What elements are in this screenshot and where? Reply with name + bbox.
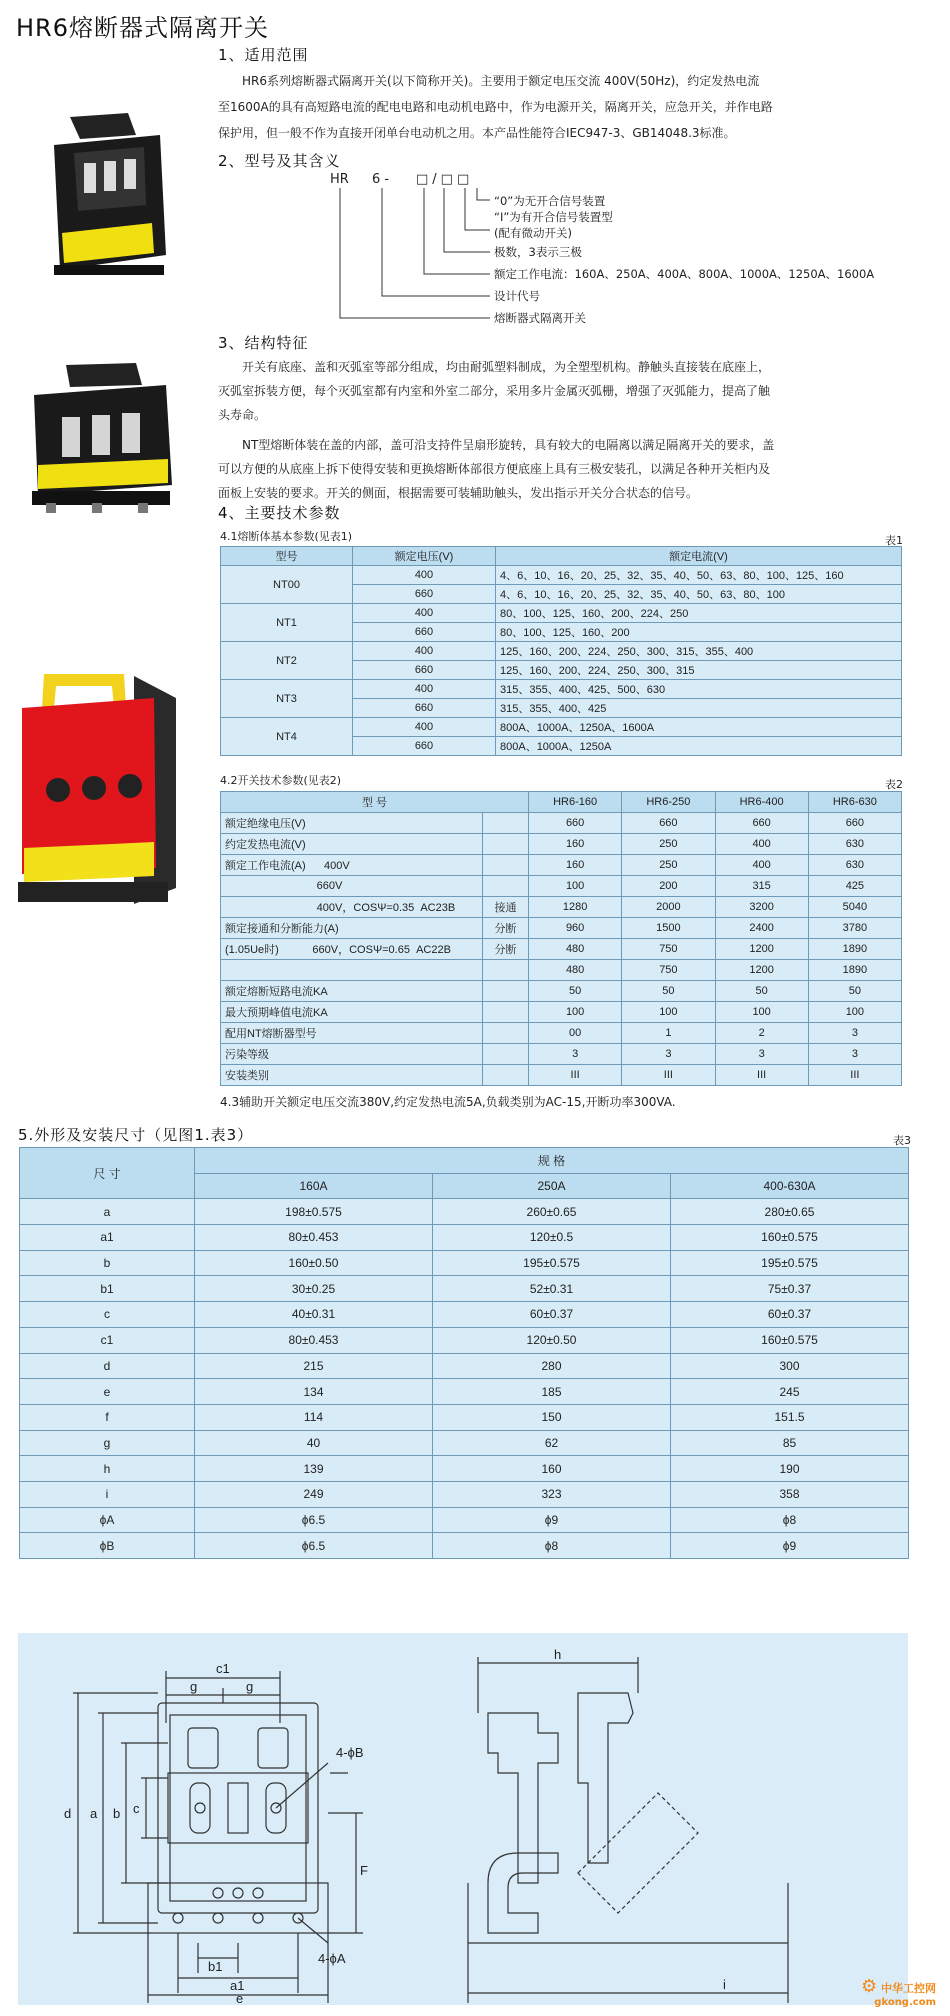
table-cell: 198±0.575 [195, 1199, 433, 1225]
dim-label-i: i [723, 1977, 726, 1992]
table3-header-size: 尺 寸 [20, 1148, 195, 1199]
table-cell: 150 [433, 1404, 671, 1430]
aux-switch-note: 4.3辅助开关额定电压交流380V,约定发热电流5A,负载类别为AC-15,开断功率300VA. [220, 1095, 676, 1109]
table-row [221, 642, 902, 661]
table2-row-label: 额定接通和分断能力(A) [221, 918, 483, 939]
table3-dim-name: f [20, 1404, 195, 1430]
table-cell: 160±0.575 [671, 1225, 909, 1251]
table-cell: 323 [433, 1481, 671, 1507]
table-cell: 660 [353, 661, 496, 680]
table-cell: 3 [715, 1044, 808, 1065]
table2-row-sublabel [483, 813, 529, 834]
table-cell: 630 [808, 834, 901, 855]
table-cell: 1890 [808, 960, 901, 981]
table-row [20, 1276, 909, 1302]
table2-row-sublabel [483, 1044, 529, 1065]
table-cell: 750 [622, 960, 715, 981]
table-row [20, 1404, 909, 1430]
table-cell: 160±0.50 [195, 1250, 433, 1276]
structure-line-1: 开关有底座、盖和灭弧室等部分组成，均由耐弧塑料制成，为全塑型机构。静触头直接装在底座上， [242, 360, 771, 374]
table-cell: 2000 [622, 897, 715, 918]
table-cell: 480 [529, 939, 622, 960]
table-cell: 800A、1000A、1250A [496, 737, 902, 756]
table-cell: 1280 [529, 897, 622, 918]
table-cell: 125、160、200、224、250、300、315、355、400 [496, 642, 902, 661]
model-ann-signal-0: “0”为无开合信号装置 [494, 194, 606, 208]
table-cell: 1500 [622, 918, 715, 939]
table2-header-160: HR6-160 [529, 792, 622, 813]
table-row [221, 918, 902, 939]
table-cell: 75±0.37 [671, 1276, 909, 1302]
table1-model: NT1 [221, 604, 353, 642]
table-cell: 400 [353, 680, 496, 699]
table-row [20, 1199, 909, 1225]
table-cell: 630 [808, 855, 901, 876]
section-5-heading: 5.外形及安装尺寸（见图1.表3） [18, 1126, 254, 1144]
table-cell: ϕ6.5 [195, 1533, 433, 1559]
dim-label-d: d [64, 1806, 72, 1821]
table-cell: 60±0.37 [433, 1302, 671, 1328]
table-cell: 80±0.453 [195, 1225, 433, 1251]
table-row [221, 1065, 902, 1086]
table1-model: NT2 [221, 642, 353, 680]
table-row [20, 1456, 909, 1482]
gear-icon: ⚙ [861, 1976, 878, 1997]
table-row [20, 1507, 909, 1533]
table-cell: 120±0.5 [433, 1225, 671, 1251]
table1-model: NT4 [221, 718, 353, 756]
table-cell: 660 [715, 813, 808, 834]
table-row [221, 604, 902, 623]
table-cell: 215 [195, 1353, 433, 1379]
table3-dim-name: ϕB [20, 1533, 195, 1559]
model-code-leader-lines [330, 186, 500, 326]
table-cell: 315、355、400、425 [496, 699, 902, 718]
section-2-heading: 2、型号及其含义 [218, 152, 341, 170]
table1-label: 表1 [885, 534, 903, 547]
table-row [221, 680, 902, 699]
table-cell: 85 [671, 1430, 909, 1456]
model-ann-poles: 极数，3表示三极 [494, 245, 582, 259]
model-code-6: 6 - [372, 172, 390, 187]
table-cell: 400 [715, 855, 808, 876]
table3-dim-name: g [20, 1430, 195, 1456]
table2-row-label: 约定发热电流(V) [221, 834, 483, 855]
table-cell: 100 [715, 1002, 808, 1023]
table3-dim-name: c [20, 1302, 195, 1328]
dim-label-c1: c1 [216, 1661, 230, 1676]
table-row [221, 718, 902, 737]
scope-line-1: HR6系列熔断器式隔离开关(以下简称开关)。主要用于额定电压交流 400V(50Hz)，约定发热电流 [242, 74, 760, 88]
table-row [20, 1302, 909, 1328]
table3-dim-name: b [20, 1250, 195, 1276]
structure-line-3: 头寿命。 [218, 408, 267, 422]
switch-parameters-table [220, 791, 902, 1086]
table-cell: 800A、1000A、1250A、1600A [496, 718, 902, 737]
table-cell: 139 [195, 1456, 433, 1482]
table2-row-sublabel [483, 834, 529, 855]
table-cell: 160 [529, 855, 622, 876]
dim-label-h: h [554, 1647, 562, 1662]
dim-label-f: F [360, 1863, 368, 1878]
page-title: HR6熔断器式隔离开关 [16, 14, 269, 42]
table2-row-label: 400V，COSΨ=0.35 AC23B [221, 897, 483, 918]
table-row [221, 939, 902, 960]
table3-header-400-630a: 400-630A [671, 1173, 909, 1199]
table-row [221, 566, 902, 585]
table-row [20, 1225, 909, 1251]
section-4-heading: 4、主要技术参数 [218, 504, 341, 522]
table-cell: 480 [529, 960, 622, 981]
table-cell: III [622, 1065, 715, 1086]
table1-header-model: 型号 [221, 547, 353, 566]
product-photo-3 [14, 668, 184, 908]
table-cell: 100 [808, 1002, 901, 1023]
model-code-hr: HR [330, 172, 349, 187]
table-cell: 40±0.31 [195, 1302, 433, 1328]
table2-header-model: 型 号 [221, 792, 529, 813]
table-cell: 280 [433, 1353, 671, 1379]
table1-header-voltage: 额定电压(V) [353, 547, 496, 566]
dim-label-c: c [133, 1801, 140, 1816]
table-cell: 3780 [808, 918, 901, 939]
table-cell: ϕ6.5 [195, 1507, 433, 1533]
section-1-heading: 1、适用范围 [218, 46, 309, 64]
dim-label-e: e [236, 1991, 244, 2005]
table-cell: 185 [433, 1379, 671, 1405]
table-cell: 3200 [715, 897, 808, 918]
table-cell: 660 [529, 813, 622, 834]
table-cell: 400 [353, 718, 496, 737]
table-cell: 300 [671, 1353, 909, 1379]
table2-row-label: 污染等级 [221, 1044, 483, 1065]
scope-paragraph [218, 68, 908, 146]
model-ann-signal-note: (配有微动开关) [494, 226, 572, 240]
table-cell: ϕ8 [433, 1533, 671, 1559]
table-cell: 425 [808, 876, 901, 897]
table-cell: 120±0.50 [433, 1327, 671, 1353]
table3-dim-name: b1 [20, 1276, 195, 1302]
table2-row-sublabel [483, 960, 529, 981]
structure-line-2: 灭弧室拆装方便，每个灭弧室都有内室和外室二部分，采用多片金属灭弧栅，增强了灭弧能力，提高了触 [218, 384, 771, 398]
product-photo-2 [26, 355, 176, 520]
scope-line-2: 至1600A的具有高短路电流的配电电路和电动机电路中，作为电源开关，隔离开关，应急开关，并作电路 [218, 100, 773, 114]
fuse-parameters-table [220, 546, 902, 756]
table3-header-spec: 规 格 [195, 1148, 909, 1174]
table-cell: 4、6、10、16、20、25、32、35、40、50、63、80、100、125、160 [496, 566, 902, 585]
table-cell: 250 [622, 855, 715, 876]
table-cell: 151.5 [671, 1404, 909, 1430]
dim-label-phib: 4-ϕB [336, 1745, 364, 1760]
dim-label-b1: b1 [208, 1959, 223, 1974]
table-cell: 200 [622, 876, 715, 897]
table3-dim-name: h [20, 1456, 195, 1482]
table-cell: 60±0.37 [671, 1302, 909, 1328]
table-cell: 134 [195, 1379, 433, 1405]
table3-dim-name: d [20, 1353, 195, 1379]
table-cell: 5040 [808, 897, 901, 918]
table1-model: NT3 [221, 680, 353, 718]
table-cell: 660 [353, 623, 496, 642]
watermark-text: 中华工控网 [881, 1982, 936, 1995]
table-cell: 160 [433, 1456, 671, 1482]
table2-row-sublabel [483, 981, 529, 1002]
table-row [221, 1002, 902, 1023]
table3-dim-name: c1 [20, 1327, 195, 1353]
table2-header-400: HR6-400 [715, 792, 808, 813]
table-cell: 4、6、10、16、20、25、32、35、40、50、63、80、100 [496, 585, 902, 604]
table2-header-250: HR6-250 [622, 792, 715, 813]
table2-row-label: 额定熔断短路电流KA [221, 981, 483, 1002]
dim-label-g2: g [246, 1679, 254, 1694]
table-cell: 1200 [715, 960, 808, 981]
model-code-boxes: □/□□ [416, 172, 474, 187]
table3-dim-name: ϕA [20, 1507, 195, 1533]
table1-header-current: 额定电流(V) [496, 547, 902, 566]
table3-body [20, 1199, 909, 1559]
structure-line-4: NT型熔断体装在盖的内部，盖可沿支持件呈扇形旋转，具有较大的电隔离以满足隔离开关的要求，盖 [242, 438, 775, 452]
table-row [20, 1379, 909, 1405]
model-ann-design-code: 设计代号 [494, 289, 540, 303]
table-cell: 50 [715, 981, 808, 1002]
table-cell: 80±0.453 [195, 1327, 433, 1353]
table3-dim-name: a [20, 1199, 195, 1225]
table-cell: 249 [195, 1481, 433, 1507]
table2-label: 表2 [885, 778, 903, 791]
table-cell: 3 [622, 1044, 715, 1065]
table3-header-250a: 250A [433, 1173, 671, 1199]
table-cell: 2400 [715, 918, 808, 939]
product-photo-1 [40, 105, 170, 280]
table-cell: 750 [622, 939, 715, 960]
table-cell: ϕ9 [671, 1533, 909, 1559]
table1-caption: 4.1熔断体基本参数(见表1) [220, 530, 353, 543]
table-row [221, 834, 902, 855]
table-cell: 250 [622, 834, 715, 855]
table3-label: 表3 [893, 1134, 911, 1147]
table-row [221, 1044, 902, 1065]
table-cell: 114 [195, 1404, 433, 1430]
dimension-drawing [18, 1633, 908, 2005]
table-row [20, 1250, 909, 1276]
table2-row-sublabel: 分断 [483, 918, 529, 939]
table-cell: 358 [671, 1481, 909, 1507]
table-cell: 400 [353, 642, 496, 661]
table-cell: 3 [808, 1044, 901, 1065]
table-row [221, 1023, 902, 1044]
dimension-drawing-svg [18, 1633, 908, 2005]
table-cell: 80、100、125、160、200 [496, 623, 902, 642]
table-cell: 315 [715, 876, 808, 897]
table-row [20, 1533, 909, 1559]
table-row [221, 813, 902, 834]
table2-header-630: HR6-630 [808, 792, 901, 813]
table-row [221, 981, 902, 1002]
table-cell: 190 [671, 1456, 909, 1482]
table-cell: ϕ9 [433, 1507, 671, 1533]
table-cell: 50 [808, 981, 901, 1002]
table2-row-sublabel: 分断 [483, 939, 529, 960]
scope-line-3: 保护用，但一般不作为直接开闭单台电动机之用。本产品性能符合IEC947-3、GB14048.3标准。 [218, 126, 736, 140]
dim-label-b: b [113, 1806, 121, 1821]
table-cell: 50 [529, 981, 622, 1002]
table2-body [221, 813, 902, 1086]
table-cell: 660 [808, 813, 901, 834]
table3-dim-name: a1 [20, 1225, 195, 1251]
table2-row-label: 额定绝缘电压(V) [221, 813, 483, 834]
table-row [20, 1481, 909, 1507]
table-cell: 30±0.25 [195, 1276, 433, 1302]
table2-row-sublabel [483, 1023, 529, 1044]
table-cell: 100 [529, 1002, 622, 1023]
table3-dim-name: i [20, 1481, 195, 1507]
dim-label-a1: a1 [230, 1978, 245, 1993]
table-cell: 40 [195, 1430, 433, 1456]
table-cell: 315、355、400、425、500、630 [496, 680, 902, 699]
table2-row-label: 最大预期峰值电流KA [221, 1002, 483, 1023]
table-row [221, 876, 902, 897]
table-cell: 2 [715, 1023, 808, 1044]
table-cell: 100 [529, 876, 622, 897]
dim-label-g1: g [190, 1679, 198, 1694]
table-cell: 80、100、125、160、200、224、250 [496, 604, 902, 623]
dimensions-table [19, 1147, 909, 1559]
table-cell: 1890 [808, 939, 901, 960]
table-cell: 100 [622, 1002, 715, 1023]
table-cell: III [529, 1065, 622, 1086]
table-row [221, 960, 902, 981]
table2-row-sublabel [483, 1002, 529, 1023]
table-cell: 3 [808, 1023, 901, 1044]
table-cell: 1 [622, 1023, 715, 1044]
dim-label-a: a [90, 1806, 98, 1821]
table-cell: 3 [529, 1044, 622, 1065]
table-cell: 660 [622, 813, 715, 834]
table-cell: 280±0.65 [671, 1199, 909, 1225]
model-ann-current: 额定工作电流：160A、250A、400A、800A、1000A、1250A、1600A [494, 267, 875, 281]
table-cell: 00 [529, 1023, 622, 1044]
table-cell: ϕ8 [671, 1507, 909, 1533]
watermark-url: gkong.com [874, 1997, 936, 2008]
table-cell: 400 [353, 604, 496, 623]
table-cell: 52±0.31 [433, 1276, 671, 1302]
table-row [221, 855, 902, 876]
table-cell: 62 [433, 1430, 671, 1456]
table2-row-label: 660V [221, 876, 483, 897]
structure-line-6: 面板上安装的要求。开关的侧面，根据需要可装辅助触头，发出指示开关分合状态的信号。 [218, 486, 699, 500]
table-cell: 400 [715, 834, 808, 855]
table-cell: 160±0.575 [671, 1327, 909, 1353]
model-ann-type: 熔断器式隔离开关 [494, 311, 586, 325]
table-cell: 245 [671, 1379, 909, 1405]
structure-line-5: 可以方便的从底座上拆下使得安装和更换熔断体部很方便底座上具有三极安装孔，以满足各种开关柜内及 [218, 462, 771, 476]
table-cell: 195±0.575 [671, 1250, 909, 1276]
model-ann-signal-1: “I”为有开合信号装置型 [494, 210, 613, 224]
table-cell: 260±0.65 [433, 1199, 671, 1225]
table-cell: 660 [353, 737, 496, 756]
table2-row-sublabel: 接通 [483, 897, 529, 918]
table2-row-label: 额定工作电流(A) 400V [221, 855, 483, 876]
table-cell: III [715, 1065, 808, 1086]
table-cell: 1200 [715, 939, 808, 960]
table2-row-label: 安装类别 [221, 1065, 483, 1086]
table-cell: 160 [529, 834, 622, 855]
table-cell: 660 [353, 585, 496, 604]
table1-model: NT00 [221, 566, 353, 604]
table-row [20, 1353, 909, 1379]
dim-label-phia: 4-ϕA [318, 1951, 346, 1966]
table-row [221, 897, 902, 918]
table-row [20, 1430, 909, 1456]
table-cell: III [808, 1065, 901, 1086]
table-row [20, 1327, 909, 1353]
table-cell: 400 [353, 566, 496, 585]
table2-row-label [221, 960, 483, 981]
section-3-heading: 3、结构特征 [218, 334, 309, 352]
table-cell: 960 [529, 918, 622, 939]
table-cell: 660 [353, 699, 496, 718]
table3-dim-name: e [20, 1379, 195, 1405]
table-cell: 195±0.575 [433, 1250, 671, 1276]
table2-row-sublabel [483, 855, 529, 876]
structure-paragraph [218, 355, 908, 505]
table-cell: 50 [622, 981, 715, 1002]
table2-caption: 4.2开关技术参数(见表2) [220, 774, 342, 787]
table2-row-sublabel [483, 1065, 529, 1086]
table2-row-label: 配用NT熔断器型号 [221, 1023, 483, 1044]
table-cell: 125、160、200、224、250、300、315 [496, 661, 902, 680]
watermark-logo [861, 1976, 936, 2008]
table2-row-sublabel [483, 876, 529, 897]
table3-header-160a: 160A [195, 1173, 433, 1199]
table2-row-label: (1.05Ue时) 660V，COSΨ=0.65 AC22B [221, 939, 483, 960]
